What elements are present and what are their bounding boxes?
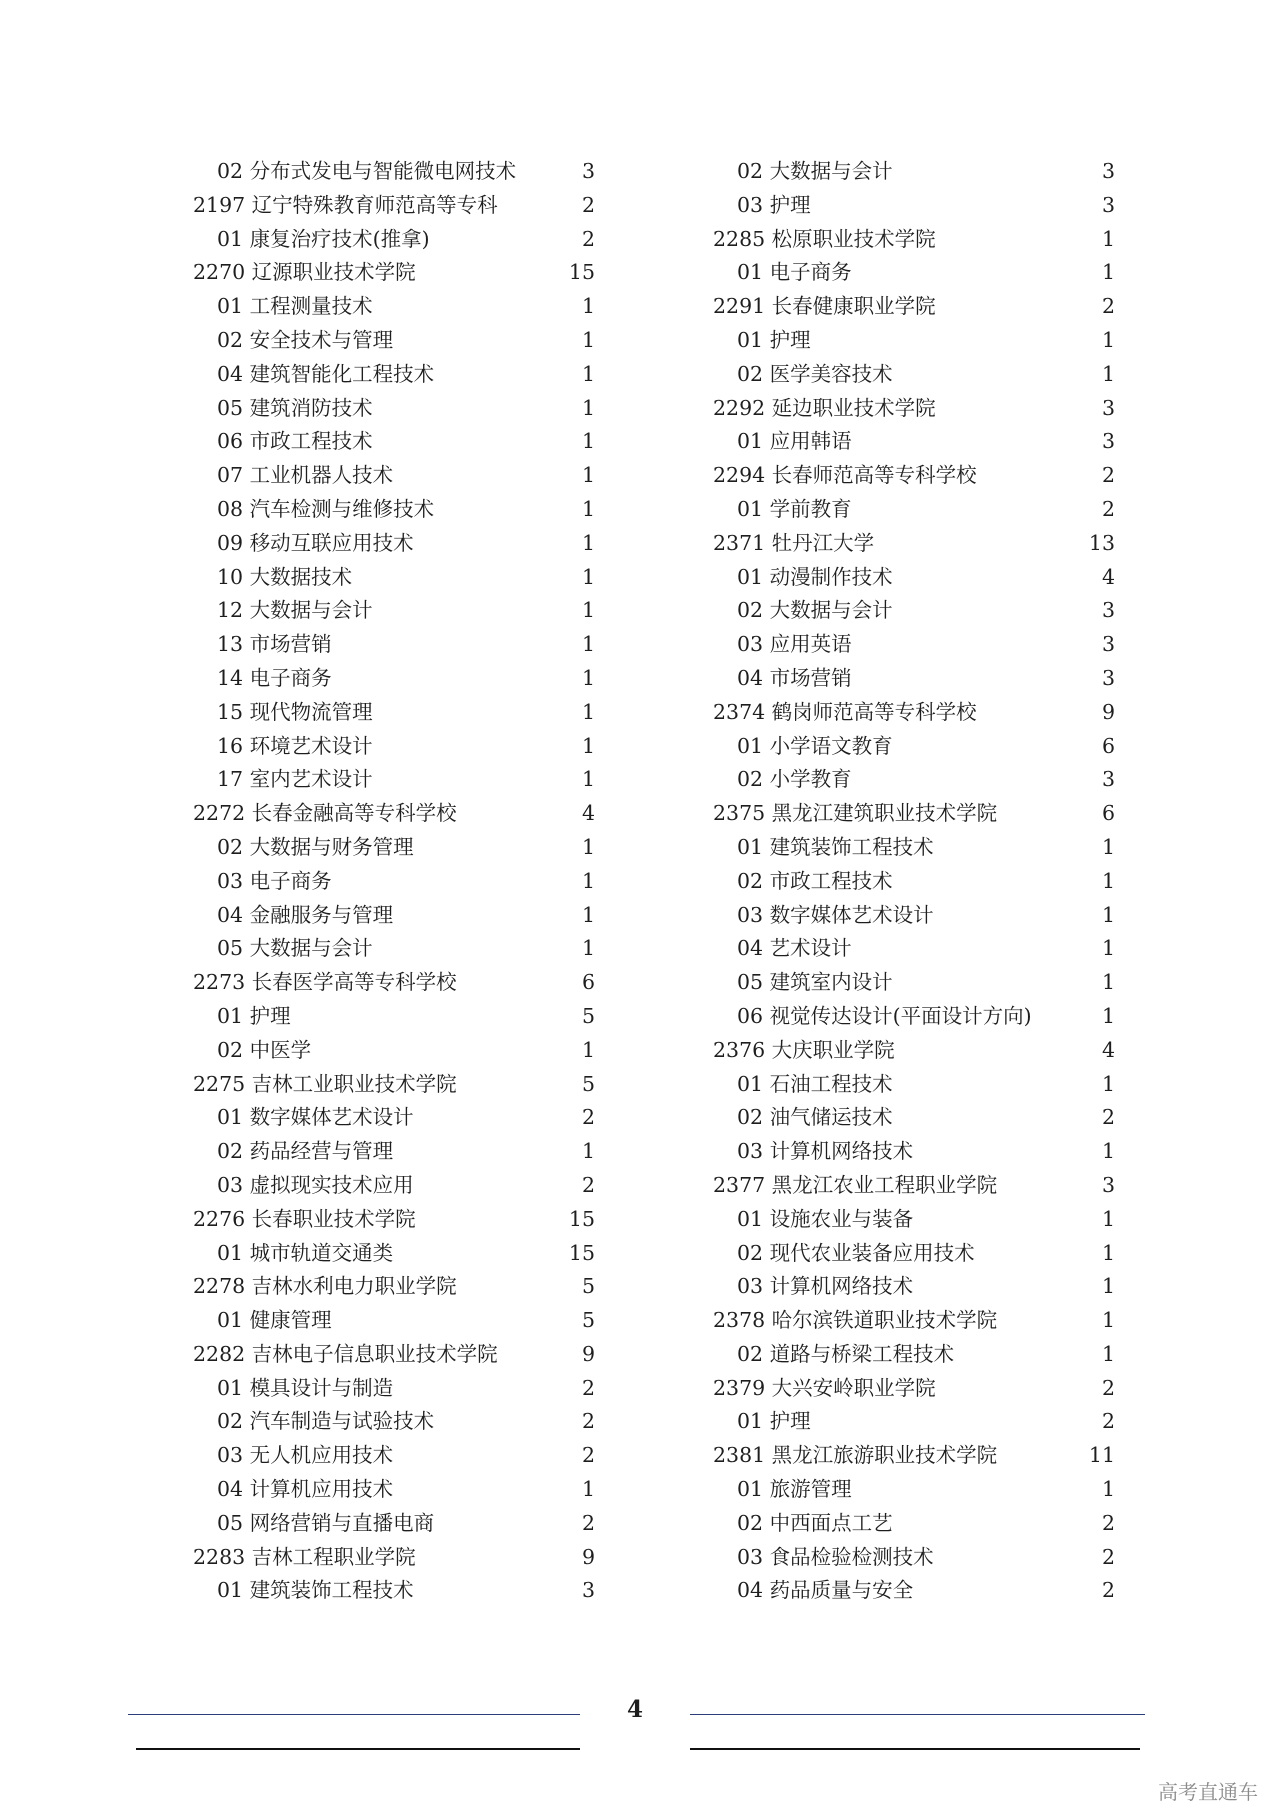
major-name: 03 数字媒体艺术设计 [737, 902, 934, 927]
quota-count: 2 [581, 1409, 595, 1434]
school-row [193, 1203, 595, 1237]
quota-count: 3 [581, 159, 595, 183]
major-row [193, 527, 595, 561]
major-name: 01 电子商务 [737, 260, 852, 285]
quota-count: 2 [1101, 1510, 1115, 1535]
quota-count: 2 [1101, 496, 1115, 521]
quota-count: 2 [581, 1375, 595, 1400]
major-name: 04 市场营销 [737, 665, 852, 690]
quota-count: 1 [1101, 1071, 1115, 1096]
quota-count: 1 [581, 733, 595, 758]
major-row [193, 696, 595, 730]
major-name: 06 视觉传达设计(平面设计方向) [737, 1003, 1032, 1028]
quota-count: 1 [581, 598, 595, 623]
quota-count: 2 [1101, 1105, 1115, 1130]
major-row [193, 459, 595, 493]
major-name: 03 食品检验检测技术 [737, 1544, 934, 1569]
major-name: 01 建筑装饰工程技术 [737, 834, 934, 859]
quota-count: 2 [1101, 1544, 1115, 1569]
watermark: 高考直通车 [1158, 1780, 1258, 1804]
major-row [713, 256, 1115, 290]
major-name: 04 艺术设计 [737, 936, 852, 961]
quota-count: 11 [1088, 1443, 1115, 1468]
major-row [193, 1135, 595, 1169]
major-row [713, 594, 1115, 628]
major-row [193, 865, 595, 899]
quota-count: 2 [1101, 1375, 1115, 1400]
major-name: 02 油气储运技术 [737, 1105, 893, 1130]
major-row [713, 1473, 1115, 1507]
major-name: 02 安全技术与管理 [217, 327, 394, 352]
major-name: 01 设施农业与装备 [737, 1206, 914, 1231]
page-number: 4 [626, 1696, 643, 1723]
major-row [713, 932, 1115, 966]
quota-count: 1 [1101, 361, 1115, 386]
quota-count: 3 [1101, 665, 1115, 690]
major-name: 02 大数据与会计 [737, 159, 893, 183]
major-name: 16 环境艺术设计 [217, 733, 373, 758]
major-row [713, 831, 1115, 865]
quota-count: 1 [581, 902, 595, 927]
quota-count: 1 [581, 699, 595, 724]
major-name: 14 电子商务 [217, 665, 332, 690]
major-row [193, 392, 595, 426]
major-name: 03 护理 [737, 192, 811, 217]
major-row [193, 1405, 595, 1439]
major-row [193, 561, 595, 595]
major-row [193, 1574, 595, 1608]
quota-count: 9 [581, 1341, 595, 1366]
major-name: 15 现代物流管理 [217, 699, 373, 724]
quota-count: 15 [568, 1206, 595, 1231]
major-name: 02 医学美容技术 [737, 361, 893, 386]
major-row [193, 1372, 595, 1406]
quota-count: 3 [1101, 632, 1115, 657]
quota-count: 4 [581, 801, 595, 826]
major-name: 02 道路与桥梁工程技术 [737, 1341, 955, 1366]
major-row [713, 763, 1115, 797]
major-name: 13 市场营销 [217, 632, 332, 657]
quota-count: 3 [1101, 159, 1115, 183]
school-row [193, 1338, 595, 1372]
major-row [193, 1101, 595, 1135]
quota-count: 3 [1101, 395, 1115, 420]
major-row [713, 1068, 1115, 1102]
school-row [193, 1541, 595, 1575]
major-name: 05 大数据与会计 [217, 936, 373, 961]
school-row [713, 223, 1115, 257]
major-name: 02 汽车制造与试验技术 [217, 1409, 435, 1434]
quota-count: 3 [1101, 767, 1115, 792]
footer-rule-top-left [128, 1714, 580, 1715]
quota-count: 1 [581, 361, 595, 386]
school-row [713, 527, 1115, 561]
major-name: 04 金融服务与管理 [217, 902, 394, 927]
major-row [713, 425, 1115, 459]
school-name: 2292 延边职业技术学院 [713, 395, 936, 420]
major-name: 02 小学教育 [737, 767, 852, 792]
school-row [713, 459, 1115, 493]
quota-count: 1 [1101, 868, 1115, 893]
quota-count: 1 [581, 530, 595, 555]
major-row [193, 628, 595, 662]
major-row [193, 223, 595, 257]
quota-count: 1 [1101, 1274, 1115, 1299]
quota-count: 1 [1101, 834, 1115, 859]
school-row [713, 1372, 1115, 1406]
major-row [713, 1541, 1115, 1575]
quota-count: 1 [581, 294, 595, 319]
school-row [713, 290, 1115, 324]
school-row [713, 1304, 1115, 1338]
major-row [713, 1270, 1115, 1304]
major-row [713, 358, 1115, 392]
quota-count: 2 [1101, 294, 1115, 319]
major-name: 01 动漫制作技术 [737, 564, 893, 589]
major-row [193, 932, 595, 966]
major-row [713, 1101, 1115, 1135]
major-name: 04 计算机应用技术 [217, 1477, 394, 1502]
major-row [713, 561, 1115, 595]
major-name: 03 计算机网络技术 [737, 1139, 914, 1164]
quota-count: 4 [1101, 564, 1115, 589]
quota-count: 9 [581, 1544, 595, 1569]
major-row [193, 324, 595, 358]
quota-count: 1 [1101, 1341, 1115, 1366]
quota-count: 1 [581, 936, 595, 961]
quota-count: 1 [1101, 1003, 1115, 1028]
major-row [193, 1034, 595, 1068]
major-row [193, 594, 595, 628]
major-name: 01 小学语文教育 [737, 733, 893, 758]
school-name: 2272 长春金融高等专科学校 [193, 801, 457, 826]
quota-count: 2 [1101, 1409, 1115, 1434]
school-name: 2278 吉林水利电力职业学院 [193, 1274, 457, 1299]
quota-count: 1 [581, 1139, 595, 1164]
school-name: 2378 哈尔滨铁道职业技术学院 [713, 1308, 998, 1333]
quota-count: 2 [581, 1443, 595, 1468]
quota-count: 1 [581, 327, 595, 352]
quota-count: 1 [1101, 970, 1115, 995]
quota-count: 4 [1101, 1037, 1115, 1062]
school-name: 2374 鹤岗师范高等专科学校 [713, 699, 977, 724]
school-name: 2270 辽源职业技术学院 [193, 260, 416, 285]
major-name: 01 应用韩语 [737, 429, 852, 454]
major-row [713, 662, 1115, 696]
quota-count: 1 [1101, 1240, 1115, 1265]
major-name: 03 虚拟现实技术应用 [217, 1172, 414, 1197]
major-name: 03 电子商务 [217, 868, 332, 893]
school-name: 2381 黑龙江旅游职业技术学院 [713, 1443, 998, 1468]
major-name: 17 室内艺术设计 [217, 767, 373, 792]
footer-rule-bottom-right [690, 1748, 1140, 1750]
major-name: 03 应用英语 [737, 632, 852, 657]
quota-count: 6 [1101, 733, 1115, 758]
school-row [713, 392, 1115, 426]
quota-count: 1 [1101, 902, 1115, 927]
quota-count: 3 [1101, 598, 1115, 623]
major-row [713, 493, 1115, 527]
major-row [193, 425, 595, 459]
major-name: 01 建筑装饰工程技术 [217, 1578, 414, 1603]
major-row [193, 1507, 595, 1541]
quota-count: 1 [1101, 1206, 1115, 1231]
major-row [713, 1000, 1115, 1034]
quota-count: 1 [581, 395, 595, 420]
school-row [193, 1068, 595, 1102]
school-row [713, 1034, 1115, 1068]
quota-count: 1 [1101, 1308, 1115, 1333]
quota-count: 1 [581, 496, 595, 521]
quota-count: 13 [1088, 530, 1115, 555]
major-name: 01 护理 [737, 327, 811, 352]
major-name: 04 药品质量与安全 [737, 1578, 914, 1603]
major-name: 10 大数据技术 [217, 564, 353, 589]
quota-count: 1 [1101, 260, 1115, 285]
quota-count: 1 [581, 868, 595, 893]
major-name: 01 护理 [737, 1409, 811, 1434]
major-name: 01 健康管理 [217, 1308, 332, 1333]
quota-count: 6 [581, 970, 595, 995]
major-name: 01 石油工程技术 [737, 1071, 893, 1096]
quota-count: 1 [581, 1477, 595, 1502]
major-name: 01 数字媒体艺术设计 [217, 1105, 414, 1130]
major-name: 09 移动互联应用技术 [217, 530, 414, 555]
school-name: 2371 牡丹江大学 [713, 530, 875, 555]
major-name: 07 工业机器人技术 [217, 463, 394, 488]
school-name: 2285 松原职业技术学院 [713, 226, 936, 251]
major-row [713, 628, 1115, 662]
footer-rule-top-right [690, 1714, 1145, 1715]
quota-count: 3 [1101, 1172, 1115, 1197]
quota-count: 1 [581, 632, 595, 657]
major-name: 01 模具设计与制造 [217, 1375, 394, 1400]
quota-count: 1 [581, 665, 595, 690]
major-row [193, 1439, 595, 1473]
major-name: 04 建筑智能化工程技术 [217, 361, 435, 386]
major-row [193, 1473, 595, 1507]
major-name: 02 大数据与会计 [737, 598, 893, 623]
quota-count: 1 [1101, 226, 1115, 251]
school-row [193, 189, 595, 223]
quota-count: 9 [1101, 699, 1115, 724]
quota-count: 2 [1101, 1578, 1115, 1603]
school-name: 2273 长春医学高等专科学校 [193, 970, 457, 995]
quota-count: 1 [581, 1037, 595, 1062]
major-row [713, 865, 1115, 899]
major-name: 02 药品经营与管理 [217, 1139, 394, 1164]
school-row [713, 1169, 1115, 1203]
school-name: 2379 大兴安岭职业学院 [713, 1375, 936, 1400]
major-row [713, 1338, 1115, 1372]
footer-rule-bottom-left [136, 1748, 580, 1750]
major-name: 03 计算机网络技术 [737, 1274, 914, 1299]
quota-count: 15 [568, 260, 595, 285]
quota-count: 3 [1101, 192, 1115, 217]
major-name: 12 大数据与会计 [217, 598, 373, 623]
major-row [713, 730, 1115, 764]
major-row [193, 662, 595, 696]
major-name: 02 市政工程技术 [737, 868, 893, 893]
school-name: 2282 吉林电子信息职业技术学院 [193, 1341, 498, 1366]
major-row [713, 899, 1115, 933]
school-name: 2275 吉林工业职业技术学院 [193, 1071, 457, 1096]
major-row [713, 966, 1115, 1000]
major-row [193, 763, 595, 797]
school-row [713, 1439, 1115, 1473]
quota-count: 3 [1101, 429, 1115, 454]
school-name: 2276 长春职业技术学院 [193, 1206, 416, 1231]
quota-count: 5 [581, 1071, 595, 1096]
major-row [713, 1203, 1115, 1237]
major-row [193, 1169, 595, 1203]
quota-count: 1 [1101, 1477, 1115, 1502]
quota-count: 2 [581, 226, 595, 251]
major-row [713, 324, 1115, 358]
major-row [193, 1000, 595, 1034]
quota-count: 2 [581, 1510, 595, 1535]
major-row [193, 493, 595, 527]
school-row [713, 696, 1115, 730]
school-row [713, 797, 1115, 831]
major-row [193, 155, 595, 189]
quota-count: 1 [581, 429, 595, 454]
major-name: 03 无人机应用技术 [217, 1443, 394, 1468]
major-row [193, 1237, 595, 1271]
school-name: 2197 辽宁特殊教育师范高等专科 [193, 192, 498, 217]
school-row [193, 256, 595, 290]
right-column [713, 155, 1115, 1608]
major-name: 05 建筑室内设计 [737, 970, 893, 995]
quota-count: 1 [1101, 936, 1115, 961]
major-name: 01 旅游管理 [737, 1477, 852, 1502]
major-row [713, 155, 1115, 189]
major-row [193, 358, 595, 392]
major-name: 01 康复治疗技术(推拿) [217, 226, 430, 251]
school-row [193, 966, 595, 1000]
quota-count: 1 [581, 463, 595, 488]
major-row [193, 899, 595, 933]
quota-count: 1 [1101, 327, 1115, 352]
quota-count: 5 [581, 1274, 595, 1299]
major-row [193, 831, 595, 865]
school-name: 2377 黑龙江农业工程职业学院 [713, 1172, 998, 1197]
school-name: 2294 长春师范高等专科学校 [713, 463, 977, 488]
quota-count: 5 [581, 1308, 595, 1333]
major-row [193, 1304, 595, 1338]
school-name: 2376 大庆职业学院 [713, 1037, 895, 1062]
major-row [193, 730, 595, 764]
major-name: 02 中西面点工艺 [737, 1510, 893, 1535]
school-name: 2375 黑龙江建筑职业技术学院 [713, 801, 998, 826]
major-row [713, 189, 1115, 223]
quota-count: 15 [568, 1240, 595, 1265]
quota-count: 6 [1101, 801, 1115, 826]
major-name: 01 城市轨道交通类 [217, 1240, 394, 1265]
major-name: 05 建筑消防技术 [217, 395, 373, 420]
major-name: 02 中医学 [217, 1037, 312, 1062]
school-row [193, 797, 595, 831]
quota-count: 2 [1101, 463, 1115, 488]
major-name: 05 网络营销与直播电商 [217, 1510, 435, 1535]
major-name: 02 分布式发电与智能微电网技术 [217, 159, 517, 183]
quota-count: 2 [581, 1172, 595, 1197]
quota-count: 3 [581, 1578, 595, 1603]
school-row [193, 1270, 595, 1304]
major-row [193, 290, 595, 324]
major-row [713, 1405, 1115, 1439]
quota-count: 2 [581, 192, 595, 217]
major-row [713, 1135, 1115, 1169]
quota-count: 5 [581, 1003, 595, 1028]
major-name: 06 市政工程技术 [217, 429, 373, 454]
quota-count: 1 [581, 767, 595, 792]
school-name: 2283 吉林工程职业学院 [193, 1544, 416, 1569]
major-name: 01 学前教育 [737, 496, 852, 521]
major-name: 02 现代农业装备应用技术 [737, 1240, 975, 1265]
major-name: 01 护理 [217, 1003, 291, 1028]
quota-count: 1 [581, 564, 595, 589]
quota-count: 2 [581, 1105, 595, 1130]
quota-count: 1 [581, 834, 595, 859]
major-row [713, 1507, 1115, 1541]
school-name: 2291 长春健康职业学院 [713, 294, 936, 319]
major-name: 08 汽车检测与维修技术 [217, 496, 435, 521]
major-row [713, 1237, 1115, 1271]
quota-count: 1 [1101, 1139, 1115, 1164]
left-column [193, 155, 595, 1608]
major-row [713, 1574, 1115, 1608]
major-name: 02 大数据与财务管理 [217, 834, 414, 859]
major-name: 01 工程测量技术 [217, 294, 373, 319]
